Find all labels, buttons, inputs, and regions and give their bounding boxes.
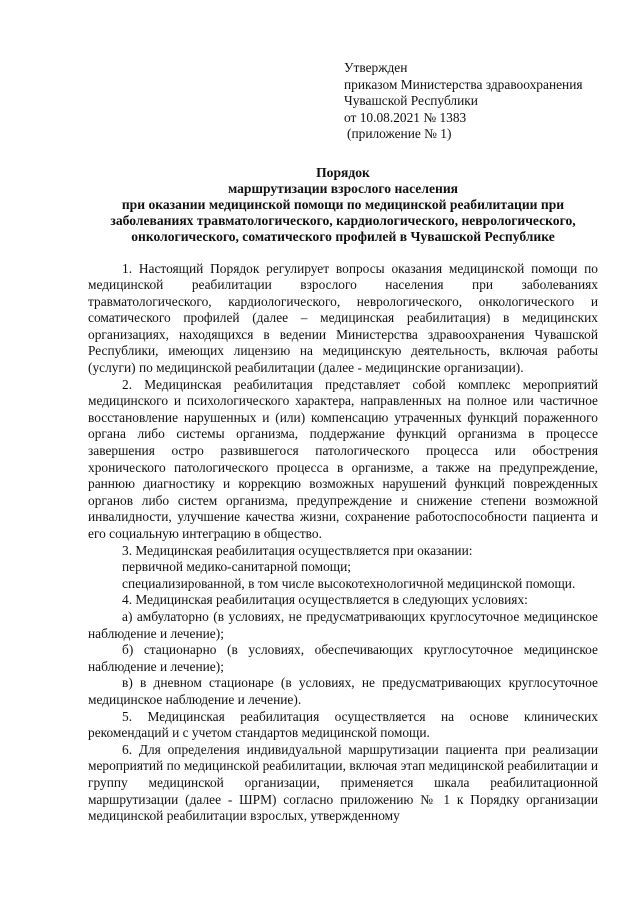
title-line-5: онкологического, соматического профилей в Чувашской Республике	[131, 229, 555, 245]
approval-line-date-number: от 10.08.2021 № 1383	[344, 109, 467, 125]
approval-line-order: приказом Министерства здравоохранения	[344, 76, 583, 92]
paragraph-4-item-b: б) стационарно (в условиях, обеспечивающих круглосуточное медицинское наблюдение и лечение);	[88, 642, 598, 674]
paragraph-4: 4. Медицинская реабилитация осуществляется в следующих условиях:	[122, 592, 528, 608]
paragraph-3: 3. Медицинская реабилитация осуществляется при оказании:	[122, 542, 473, 558]
paragraph-5: 5. Медицинская реабилитация осуществляется на основе клинических рекомендаций и с учетом стандартов медицинской помощи.	[88, 708, 598, 741]
title-line-1: Порядок	[316, 164, 370, 180]
document-body	[88, 261, 598, 825]
paragraph-3-item-primary: первичной медико-санитарной помощи;	[122, 559, 351, 575]
title-line-3: при оказании медицинской помощи по медицинской реабилитации при	[121, 196, 565, 212]
document-title	[88, 165, 598, 246]
title-line-4: заболеваниях травматологического, кардиологического, неврологического,	[110, 213, 576, 229]
approval-line-republic: Чувашской Республики	[344, 93, 478, 108]
title-line-2: маршрутизации взрослого населения	[227, 180, 459, 196]
approval-line-approved: Утвержден	[344, 60, 408, 75]
paragraph-6: 6. Для определения индивидуальной маршрутизации пациента при реализации мероприятий по медицинской реабилитации, включая этап медицинской реабилитации и группу медицинской организации, применяется шкала реабилитационной маршрутизации (далее - ШРМ) согласно приложению № 1 к Порядку организации медицинской реабилитации взрослых, утвержденному	[88, 741, 598, 824]
paragraph-2: 2. Медицинская реабилитация представляет собой комплекс мероприятий медицинского и психологического характера, направленных на полное или частичное восстановление нарушенных и (или) компенсацию утраченных функций пораженного органа либо системы организма, поддержание функций организма в процессе завершения остро развившегося патологического процесса или обострения хронического патологического процесса в организме, а также на предупреждение, раннюю диагностику и коррекцию возможных нарушений функций поврежденных органов либо систем организма, предупреждение и снижение степени возможной инвалидности, улучшение качества жизни, сохранение работоспособности пациента и его социальную интеграцию в общество.	[88, 376, 598, 542]
approval-line-appendix: (приложение № 1)	[347, 126, 452, 141]
approval-stamp-block	[344, 60, 598, 143]
paragraph-3-item-specialized: специализированной, в том числе высокотехнологичной медицинской помощи.	[122, 575, 576, 591]
paragraph-1: 1. Настоящий Порядок регулирует вопросы оказания медицинской помощи по медицинской реабилитации взрослого населения при заболеваниях травматологического, кардиологического, неврологического, онкологического и соматического профилей (далее – медицинская реабилитация) в медицинских организациях, находящихся в ведении Министерства здравоохранения Чувашской Республики, имеющих лицензию на медицинскую деятельность, включая работы (услуги) по медицинской реабилитации (далее - медицинские организации).	[88, 260, 598, 376]
paragraph-4-item-a: а) амбулаторно (в условиях, не предусматривающих круглосуточное медицинское наблюдение и лечение);	[88, 608, 598, 641]
paragraph-4-item-c: в) в дневном стационаре (в условиях, не предусматривающих круглосуточное медицинское наблюдение и лечение).	[88, 675, 598, 707]
